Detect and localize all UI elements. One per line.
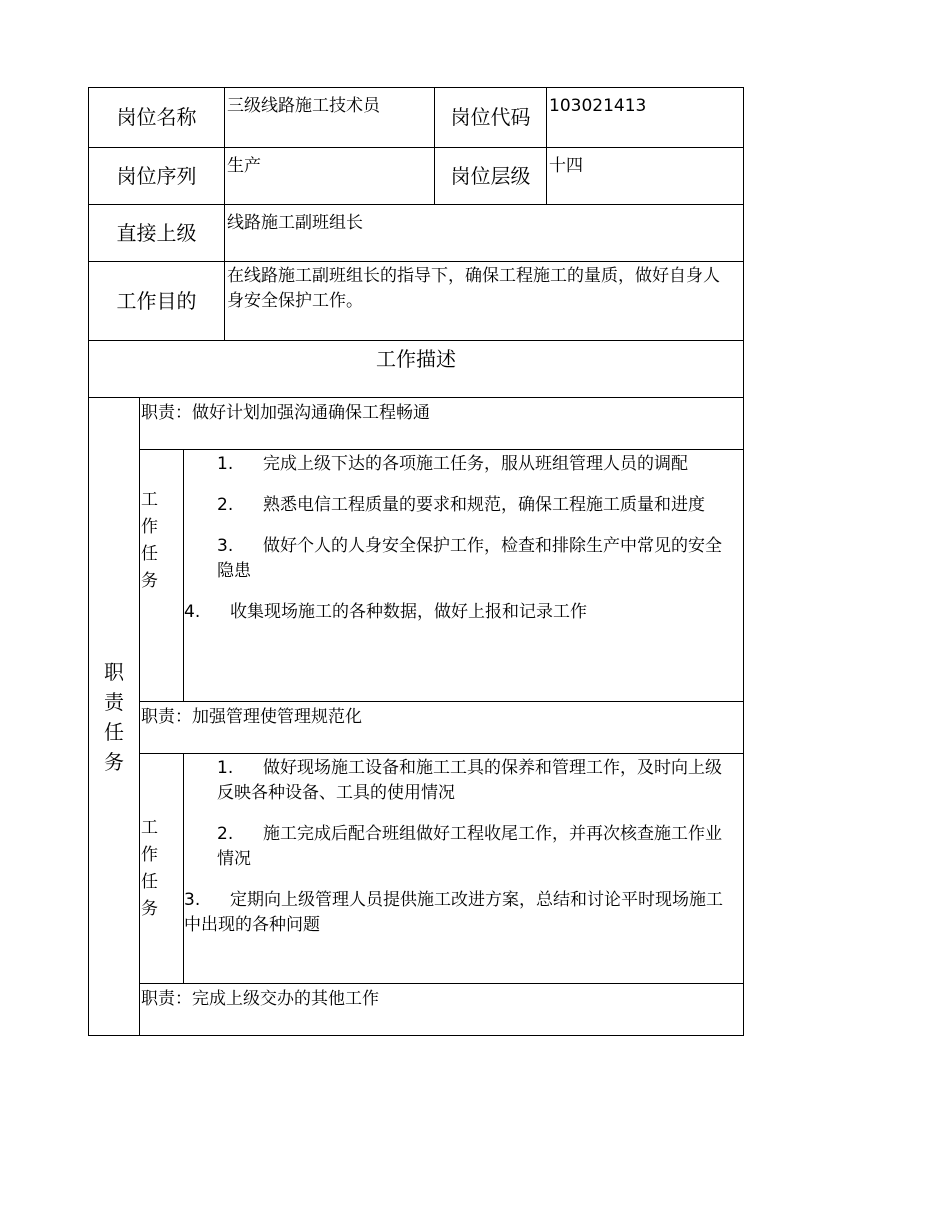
post-name-value: 三级线路施工技术员 [225, 88, 435, 148]
task-item: 2. 熟悉电信工程质量的要求和规范，确保工程施工质量和进度 [217, 495, 705, 515]
task-item: 4. 收集现场施工的各种数据，做好上报和记录工作 [184, 602, 587, 622]
task-item: 1. 完成上级下达的各项施工任务，服从班组管理人员的调配 [217, 454, 688, 474]
task-list [184, 754, 744, 984]
purpose-label: 工作目的 [89, 262, 225, 341]
task-row [89, 754, 744, 984]
task-label: 工 作 任 务 [140, 754, 184, 984]
row-superior [89, 205, 744, 262]
duty-title: 职责：做好计划加强沟通确保工程畅通 [140, 398, 744, 450]
row-purpose [89, 262, 744, 341]
task-item: 3. 做好个人的人身安全保护工作，检查和排除生产中常见的安全隐患 [217, 536, 722, 581]
description-title: 工作描述 [89, 341, 744, 398]
post-name-label: 岗位名称 [89, 88, 225, 148]
duty-title: 职责：完成上级交办的其他工作 [140, 984, 744, 1036]
row-post-seq [89, 148, 744, 205]
superior-label: 直接上级 [89, 205, 225, 262]
task-row [89, 450, 744, 702]
duty-row [89, 398, 744, 450]
post-seq-label: 岗位序列 [89, 148, 225, 205]
task-item: 2. 施工完成后配合班组做好工程收尾工作，并再次核查施工作业情况 [217, 824, 722, 869]
duty-row [89, 984, 744, 1036]
superior-value: 线路施工副班组长 [225, 205, 744, 262]
task-label: 工 作 任 务 [140, 450, 184, 702]
post-level-label: 岗位层级 [435, 148, 547, 205]
post-level-value: 十四 [547, 148, 744, 205]
responsibility-label: 职 责 任 务 [89, 398, 140, 1036]
post-code-label: 岗位代码 [435, 88, 547, 148]
task-item: 3. 定期向上级管理人员提供施工改进方案，总结和讨论平时现场施工中出现的各种问题 [184, 890, 723, 935]
job-description-table [88, 87, 744, 1036]
task-item: 1. 做好现场施工设备和施工工具的保养和管理工作，及时向上级反映各种设备、工具的使用情况 [217, 758, 722, 803]
row-post-name [89, 88, 744, 148]
post-code-value: 103021413 [547, 88, 744, 148]
duty-row [89, 702, 744, 754]
purpose-value: 在线路施工副班组长的指导下，确保工程施工的量质，做好自身人身安全保护工作。 [225, 262, 744, 341]
duty-title: 职责：加强管理使管理规范化 [140, 702, 744, 754]
row-description-title [89, 341, 744, 398]
post-seq-value: 生产 [225, 148, 435, 205]
task-list [184, 450, 744, 702]
